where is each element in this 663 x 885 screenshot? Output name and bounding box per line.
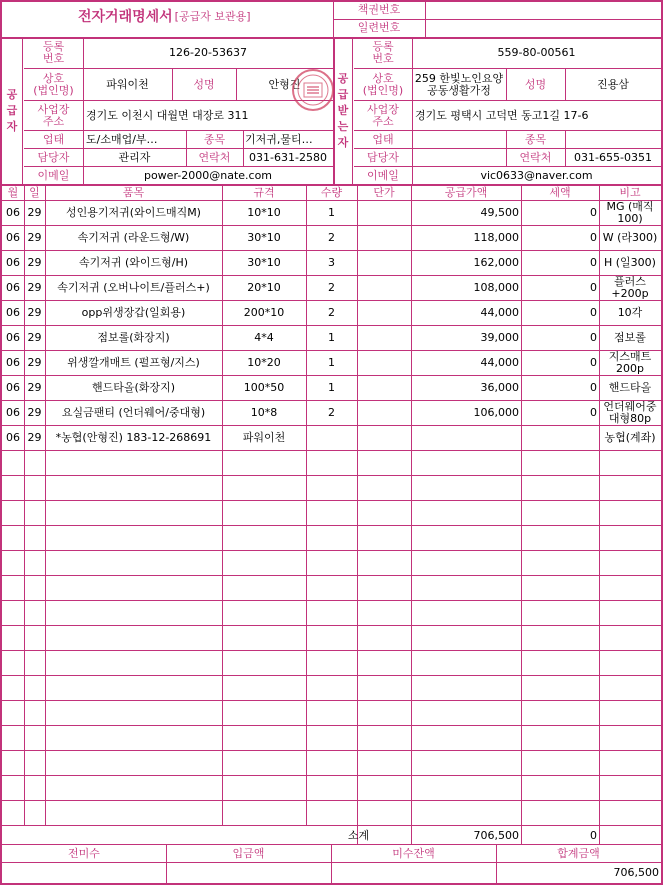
item-note: 10각	[617, 306, 643, 319]
supplier-email: power-2000@nate.com	[143, 168, 273, 182]
item-amount: 108,000	[473, 281, 519, 294]
item-price	[357, 301, 411, 325]
item-name: opp위생장갑(일회용)	[81, 306, 186, 319]
side-label-char: 급	[6, 103, 18, 117]
side-label-char: 자	[337, 135, 349, 149]
receiver-biz-type	[412, 131, 506, 148]
item-name: 속기저귀 (라운드형/W)	[77, 231, 190, 244]
item-note: 플러스+200p	[611, 276, 649, 300]
item-month: 06	[6, 331, 20, 344]
side-label-char: 자	[6, 119, 18, 133]
receiver-biz-type-label: 업태	[372, 132, 394, 146]
supplier-biz-item-label: 종목	[203, 132, 226, 146]
item-name: 핸드타올(화장지)	[92, 381, 175, 394]
item-amount: 44,000	[480, 306, 519, 319]
receiver-biz-item-label: 종목	[524, 132, 547, 146]
document-title	[78, 6, 328, 28]
serial-number-label: 일련번호	[357, 21, 401, 34]
item-note: MG (매직100)	[606, 201, 654, 225]
item-month: 06	[6, 431, 20, 444]
receiver-company-name: 259 한빛노인요양공동생활가정	[414, 71, 504, 97]
item-spec: 100*50	[243, 381, 285, 394]
item-amount: 44,000	[480, 356, 519, 369]
supplier-contact-label: 연락처	[198, 150, 231, 164]
item-tax: 0	[590, 331, 597, 344]
item-tax: 0	[590, 381, 597, 394]
item-day: 29	[27, 406, 42, 419]
item-spec: 30*10	[247, 231, 281, 244]
company-seal-stamp	[291, 68, 335, 112]
item-amount: 36,000	[480, 381, 519, 394]
item-qty: 2	[328, 306, 335, 319]
column-header: 일	[29, 186, 40, 199]
item-name: 점보롤(화장지)	[97, 331, 170, 344]
item-qty: 2	[328, 406, 335, 419]
receiver-email: vic0633@naver.com	[480, 168, 593, 182]
item-price	[357, 426, 411, 450]
item-price	[357, 276, 411, 300]
item-note: W (라300)	[602, 231, 658, 244]
prev-balance-label: 전미수	[68, 846, 100, 860]
supplier-biz-type-label: 업태	[42, 132, 65, 146]
item-note: 점보롤	[614, 331, 646, 344]
supplier-reg-label: 등록 번호	[42, 40, 65, 65]
supplier-manager: 관리자	[118, 150, 151, 164]
item-qty: 1	[328, 206, 335, 219]
item-spec: 30*10	[247, 256, 281, 269]
side-label-char: 는	[337, 119, 349, 133]
receiver-side-label	[334, 37, 352, 184]
item-price	[357, 251, 411, 275]
item-qty: 2	[328, 281, 335, 294]
item-spec: 10*10	[247, 206, 281, 219]
receiver-reg-number: 559-80-00561	[497, 46, 576, 59]
item-amount: 118,000	[473, 231, 519, 244]
item-month: 06	[6, 231, 20, 244]
item-tax	[521, 426, 599, 450]
column-header: 월	[7, 186, 19, 199]
supplier-manager-label: 담당자	[37, 150, 70, 164]
item-month: 06	[6, 381, 20, 394]
item-note: 핸드타올	[608, 381, 652, 394]
item-day: 29	[27, 281, 42, 294]
item-qty: 3	[328, 256, 335, 269]
item-month: 06	[6, 281, 20, 294]
item-name: 요실금팬티 (언더웨어/중대형)	[61, 406, 206, 419]
item-tax: 0	[590, 356, 597, 369]
item-month: 06	[6, 306, 20, 319]
item-name: 속기저귀 (오버나이트/플러스+)	[57, 281, 210, 294]
item-tax: 0	[590, 281, 597, 294]
item-tax: 0	[590, 406, 597, 419]
subtotal-tax: 0	[590, 828, 597, 842]
item-qty	[306, 426, 357, 450]
item-spec: 200*10	[243, 306, 285, 319]
receiver-representative-name: 진용삼	[597, 77, 629, 91]
supplier-company-name: 파워이천	[106, 77, 149, 91]
side-label-char: 공	[6, 87, 18, 101]
column-header: 비고	[619, 186, 641, 199]
total-value: 706,500	[613, 866, 659, 879]
receiver-name-label: 성명	[524, 77, 547, 91]
receiver-contact-label: 연락처	[519, 150, 552, 164]
payment-value	[166, 863, 331, 883]
item-price	[357, 401, 411, 425]
side-label-char: 받	[337, 103, 349, 117]
item-amount: 106,000	[473, 406, 519, 419]
item-spec: 20*10	[247, 281, 281, 294]
payment-label: 입금액	[232, 846, 265, 860]
item-qty: 1	[328, 381, 335, 394]
item-price	[357, 326, 411, 350]
supplier-reg-number: 126-20-53637	[169, 46, 247, 59]
item-spec: 10*8	[250, 406, 278, 419]
receiver-manager	[412, 149, 506, 166]
item-day: 29	[27, 206, 42, 219]
item-spec: 10*20	[247, 356, 281, 369]
item-qty: 1	[328, 331, 335, 344]
item-tax: 0	[590, 206, 597, 219]
supplier-biz-item: 기저귀,물티…	[245, 132, 313, 146]
column-header: 품목	[122, 186, 145, 199]
supplier-contact: 031-631-2580	[249, 150, 327, 164]
prev-balance-value	[2, 863, 166, 883]
item-day: 29	[27, 356, 42, 369]
subtotal-label: 소계	[347, 828, 370, 842]
book-number-label: 책권번호	[357, 3, 401, 16]
item-price	[357, 351, 411, 375]
item-price	[357, 226, 411, 250]
supplier-address: 경기도 이천시 대월면 대장로 311	[86, 108, 249, 122]
item-amount: 39,000	[480, 331, 519, 344]
receiver-email-label: 이메일	[367, 168, 399, 182]
item-amount: 49,500	[480, 206, 519, 219]
supplier-representative-name: 안형진	[268, 77, 301, 91]
item-name: 속기저귀 (와이드형/H)	[78, 256, 189, 269]
item-note: 언더웨어중대형80p	[603, 401, 657, 425]
receiver-contact: 031-655-0351	[574, 150, 652, 164]
receiver-manager-label: 담당자	[367, 150, 399, 164]
column-header: 규격	[253, 186, 275, 199]
item-price	[357, 201, 411, 225]
item-day: 29	[27, 306, 42, 319]
supplier-address-label: 사업장 주소	[37, 102, 70, 128]
item-day: 29	[27, 381, 42, 394]
column-header: 단가	[373, 186, 395, 199]
item-name: *농협(안형진) 183-12-268691	[55, 431, 212, 444]
column-header: 수량	[320, 186, 343, 199]
unpaid-value	[331, 863, 496, 883]
item-spec: 파워이천	[242, 431, 286, 444]
subtotal-amount: 706,500	[473, 828, 519, 842]
item-tax: 0	[590, 231, 597, 244]
item-name: 성인용기저귀(와이드매직M)	[66, 206, 201, 219]
item-qty: 1	[328, 356, 335, 369]
item-tax: 0	[590, 306, 597, 319]
total-label: 합계금액	[557, 846, 600, 860]
item-spec: 4*4	[254, 331, 274, 344]
receiver-reg-label: 등록 번호	[372, 40, 394, 65]
unpaid-label: 미수잔액	[392, 846, 435, 860]
item-day: 29	[27, 231, 42, 244]
receiver-company-label: 상호 (법인명)	[362, 71, 404, 97]
item-price	[357, 376, 411, 400]
item-tax: 0	[590, 256, 597, 269]
item-day: 29	[27, 431, 42, 444]
title-text: 전자거래명세서	[78, 9, 173, 25]
item-day: 29	[27, 256, 42, 269]
item-day: 29	[27, 331, 42, 344]
item-amount	[411, 426, 521, 450]
receiver-address-label: 사업장 주소	[367, 102, 399, 128]
column-header: 세액	[549, 186, 571, 199]
side-label-char: 급	[337, 87, 349, 101]
title-subtitle: [공급자 보관용]	[174, 10, 251, 23]
side-label-char: 공	[337, 71, 349, 85]
supplier-biz-type: 도/소매업/부…	[86, 132, 158, 146]
receiver-biz-item	[565, 131, 661, 148]
supplier-email-label: 이메일	[37, 168, 70, 182]
item-qty: 2	[328, 231, 335, 244]
receiver-address: 경기도 평택시 고덕면 동고1길 17-6	[415, 108, 589, 122]
item-note: H (일300)	[604, 256, 656, 269]
supplier-side-label	[2, 37, 22, 184]
item-month: 06	[6, 256, 20, 269]
column-header: 공급가액	[444, 186, 488, 199]
item-month: 06	[6, 356, 20, 369]
item-name: 위생깔개매트 (펄프형/지스)	[67, 356, 200, 369]
supplier-name-label: 성명	[193, 77, 215, 91]
item-note: 지스매트200p	[608, 351, 652, 375]
item-amount: 162,000	[473, 256, 519, 269]
item-note: 농협(계좌)	[604, 431, 656, 444]
supplier-company-label: 상호 (법인명)	[33, 71, 74, 97]
item-month: 06	[6, 206, 20, 219]
item-month: 06	[6, 406, 20, 419]
